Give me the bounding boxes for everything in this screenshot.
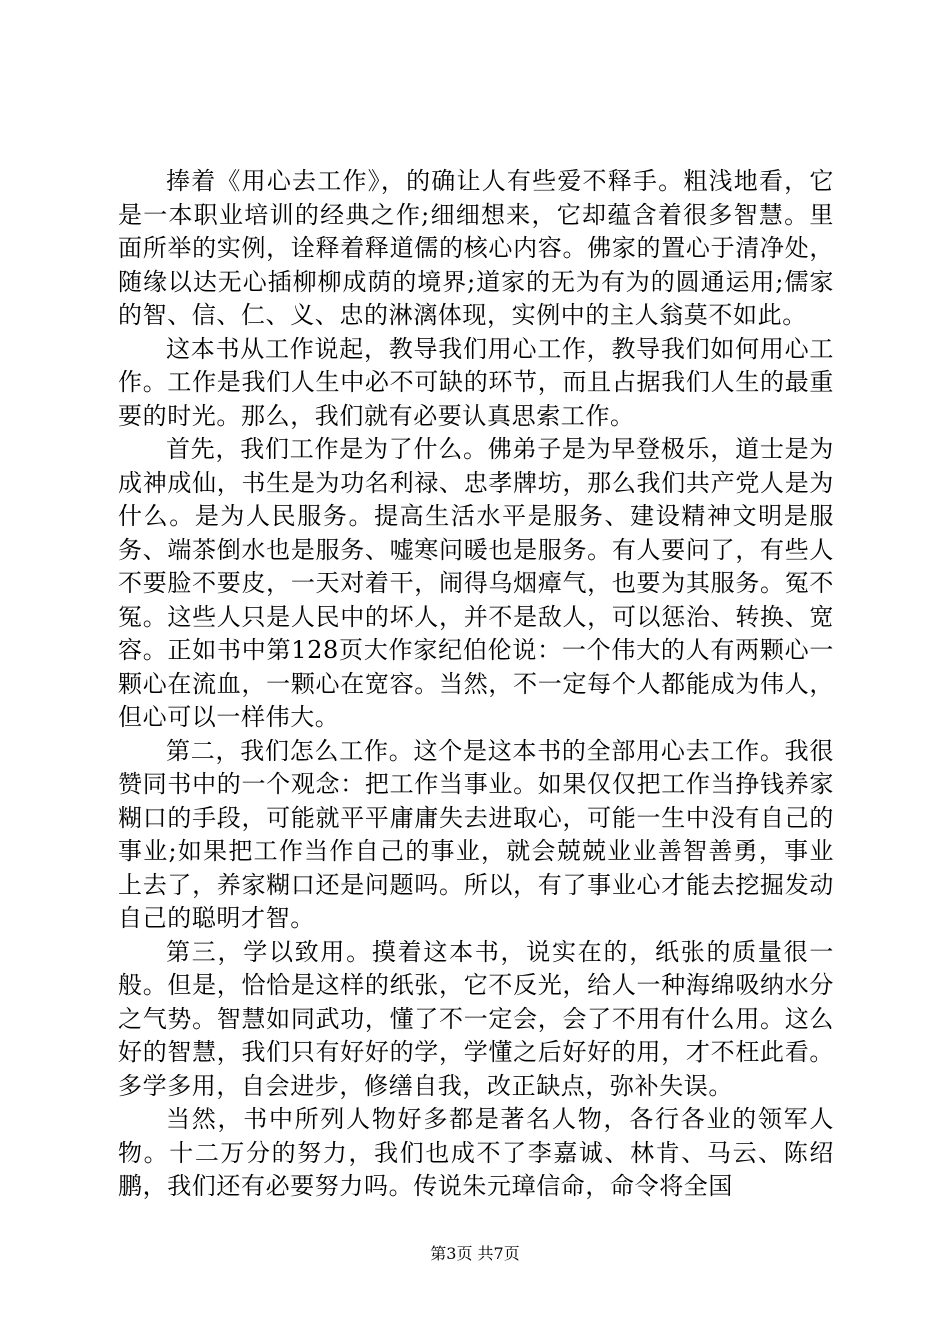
page-footer: 第3页 共7页 bbox=[430, 1244, 520, 1263]
paragraph-5: 第三，学以致用。摸着这本书，说实在的，纸张的质量很一般。但是，恰恰是这样的纸张，它不反光，给人一种海绵吸纳水分之气势。智慧如同武功，懂了不一定会，会了不用有什么用。这么好的智慧，我们只有好好的学，学懂之后好好的用，才不枉此看。多学多用，自会进步，修缮自我，改正缺点，弥补失误。 bbox=[118, 937, 834, 1100]
paragraph-6: 当然，书中所列人物好多都是著名人物，各行各业的领军人物。十二万分的努力，我们也成不了李嘉诚、林肯、马云、陈绍鹏，我们还有必要努力吗。传说朱元璋信命，命令将全国 bbox=[118, 1105, 834, 1200]
paragraph-3: 首先，我们工作是为了什么。佛弟子是为早登极乐，道士是为成神成仙，书生是为功名利禄、忠孝牌坊，那么我们共产党人是为什么。是为人民服务。提高生活水平是服务、建设精神文明是服务、端茶倒水也是服务、嘘寒问暖也是服务。有人要问了，有些人不要脸不要皮，一天对着干，闹得乌烟瘴气，也要为其服务。冤不冤。这些人只是人民中的坏人，并不是敌人，可以惩治、转换、宽容。正如书中第128页大作家纪伯伦说：一个伟大的人有两颗心一颗心在流血，一颗心在宽容。当然，不一定每个人都能成为伟人，但心可以一样伟大。 bbox=[118, 435, 834, 731]
paragraph-1: 捧着《用心去工作》，的确让人有些爱不释手。粗浅地看，它是一本职业培训的经典之作;细细想来，它却蕴含着很多智慧。里面所举的实例，诠释着释道儒的核心内容。佛家的置心于清净处，随缘以达无心插柳柳成荫的境界;道家的无为有为的圆通运用;儒家的智、信、仁、义、忠的淋漓体现，实例中的主人翁莫不如此。 bbox=[118, 167, 834, 329]
paragraph-2: 这本书从工作说起，教导我们用心工作，教导我们如何用心工作。工作是我们人生中必不可缺的环节，而且占据我们人生的最重要的时光。那么，我们就有必要认真思索工作。 bbox=[118, 334, 834, 430]
paragraph-4: 第二，我们怎么工作。这个是这本书的全部用心去工作。我很赞同书中的一个观念：把工作当事业。如果仅仅把工作当挣钱养家糊口的手段，可能就平平庸庸失去进取心，可能一生中没有自己的事业;如果把工作当作自己的事业，就会兢兢业业善智善勇，事业上去了，养家糊口还是问题吗。所以，有了事业心才能去挖掘发动自己的聪明才智。 bbox=[118, 736, 834, 932]
document-body bbox=[118, 165, 834, 1204]
